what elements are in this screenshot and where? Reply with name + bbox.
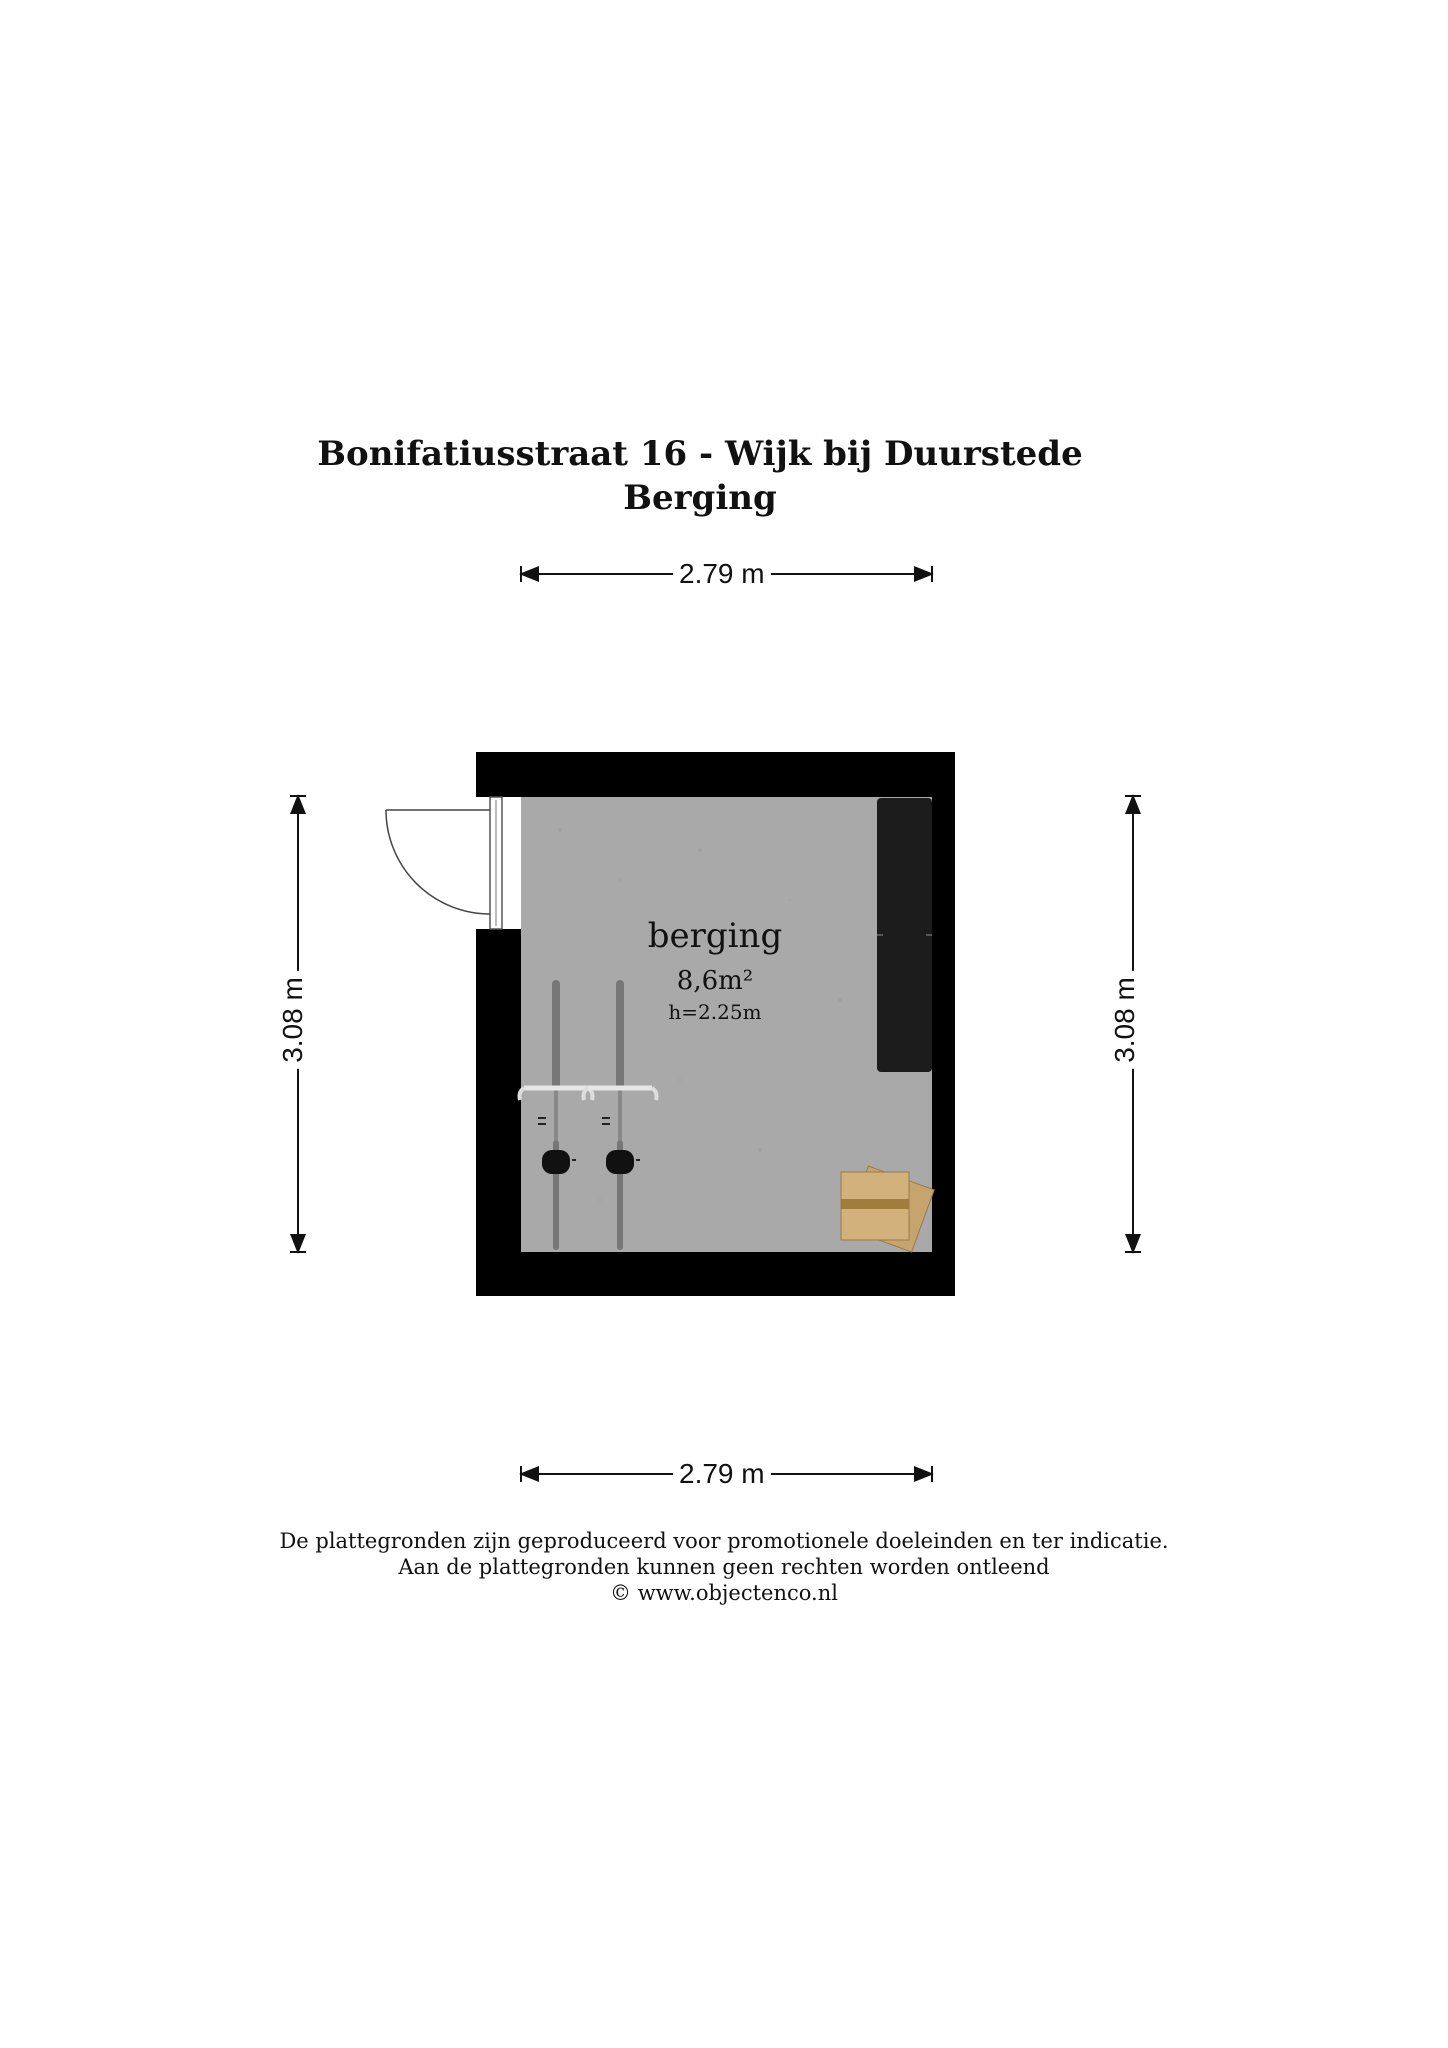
plan-title-address: Bonifatiusstraat 16 - Wijk bij Duurstede — [317, 434, 1083, 474]
cabinet-icon — [877, 798, 932, 1072]
room-height: h=2.25m — [668, 1000, 762, 1024]
dimension-label-bottom: 2.79 m — [673, 1458, 771, 1490]
disclaimer-line-2: Aan de plattegronden kunnen geen rechten worden ontleend — [398, 1555, 1050, 1579]
dimension-label-top: 2.79 m — [673, 558, 771, 590]
disclaimer-line-1: De plattegronden zijn geproduceerd voor promotionele doeleinden en ter indicatie. — [279, 1529, 1169, 1553]
disclaimer-copyright: © www.objectenco.nl — [610, 1581, 838, 1605]
plan-title-floor: Berging — [623, 478, 777, 518]
dimension-label-right: 3.08 m — [1109, 971, 1141, 1069]
room-name: berging — [647, 916, 783, 956]
room-area: 8,6m² — [676, 966, 754, 996]
dimension-label-left: 3.08 m — [277, 971, 309, 1069]
